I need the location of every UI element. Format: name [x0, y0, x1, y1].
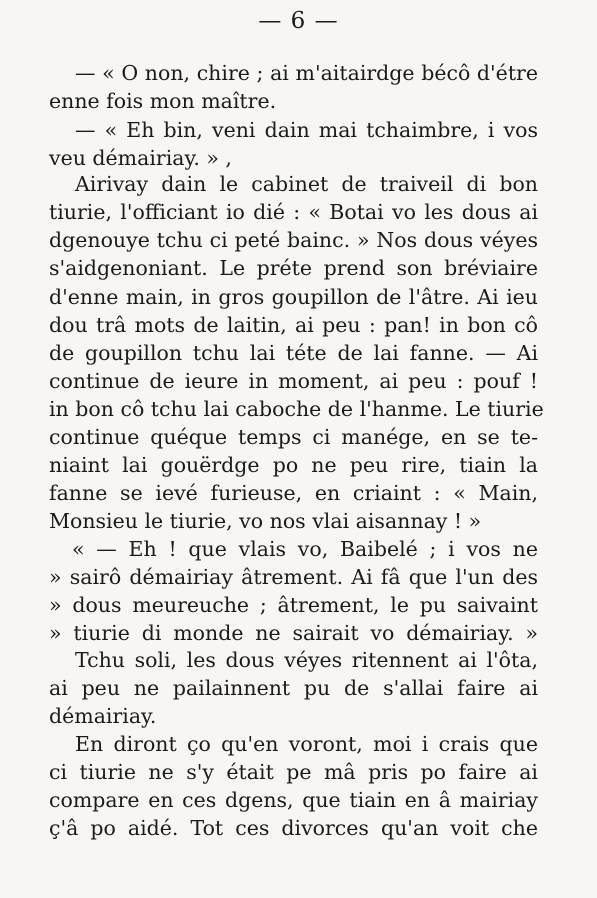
text-line: — « O non, chire ; ai m'aitairdge bécô d'étre [75, 61, 538, 85]
text-line: » dous meureuche ; âtrement, le pu saivaint [49, 593, 538, 617]
text-line: veu démairiay. » , [49, 146, 232, 170]
text-line: continue quéque temps ci manége, en se te- [49, 425, 538, 449]
text-line: En diront ço qu'en voront, moi i crais que [75, 732, 538, 756]
text-line: compare en ces dgens, que tiain en â mairiay [49, 788, 538, 812]
page-number: — 6 — [258, 8, 339, 34]
text-line: dgenouye tchu ci peté bainc. » Nos dous véyes [49, 228, 538, 252]
text-line: continue de ieure in moment, ai peu : pouf ! [49, 369, 538, 393]
text-line: dou trâ mots de laitin, ai peu : pan! in bon cô [49, 313, 538, 337]
text-line: s'aidgenoniant. Le préte prend son bréviaire [49, 256, 538, 280]
text-line: enne fois mon maître. [49, 89, 277, 113]
text-line: Monsieu le tiurie, vo nos vlai aisannay ! » [49, 509, 482, 533]
text-line: ci tiurie ne s'y était pe mâ pris po faire ai [49, 760, 538, 784]
text-line: d'enne main, in gros goupillon de l'âtre. Ai ieu [49, 285, 538, 309]
text-line: ç'â po aidé. Tot ces divorces qu'an voit che [49, 816, 538, 840]
text-line: tiurie, l'officiant io dié : « Botai vo les dous ai [49, 200, 538, 224]
text-line: in bon cô tchu lai caboche de l'hanme. Le tiurie [49, 397, 544, 421]
text-line: Airivay dain le cabinet de traiveil di bon [75, 172, 538, 196]
text-line: » sairô démairiay âtrement. Ai fâ que l'un des [49, 565, 538, 589]
text-line: Tchu soli, les dous véyes ritennent ai l'ôta, [75, 648, 538, 672]
text-line: fanne se ievé furieuse, en criaint : « Main, [49, 481, 538, 505]
text-line: démairiay. [49, 704, 157, 728]
text-line: niaint lai gouërdge po ne peu rire, tiain la [49, 453, 538, 477]
text-line: ai peu ne pailainnent pu de s'allai faire ai [49, 676, 538, 700]
text-line: « — Eh ! que vlais vo, Baibelé ; i vos ne [72, 537, 538, 561]
text-line: » tiurie di monde ne sairait vo démairiay. » [49, 621, 538, 645]
text-line: de goupillon tchu lai téte de lai fanne. — Ai [49, 341, 538, 365]
text-line: — « Eh bin, veni dain mai tchaimbre, i vos [75, 118, 538, 142]
